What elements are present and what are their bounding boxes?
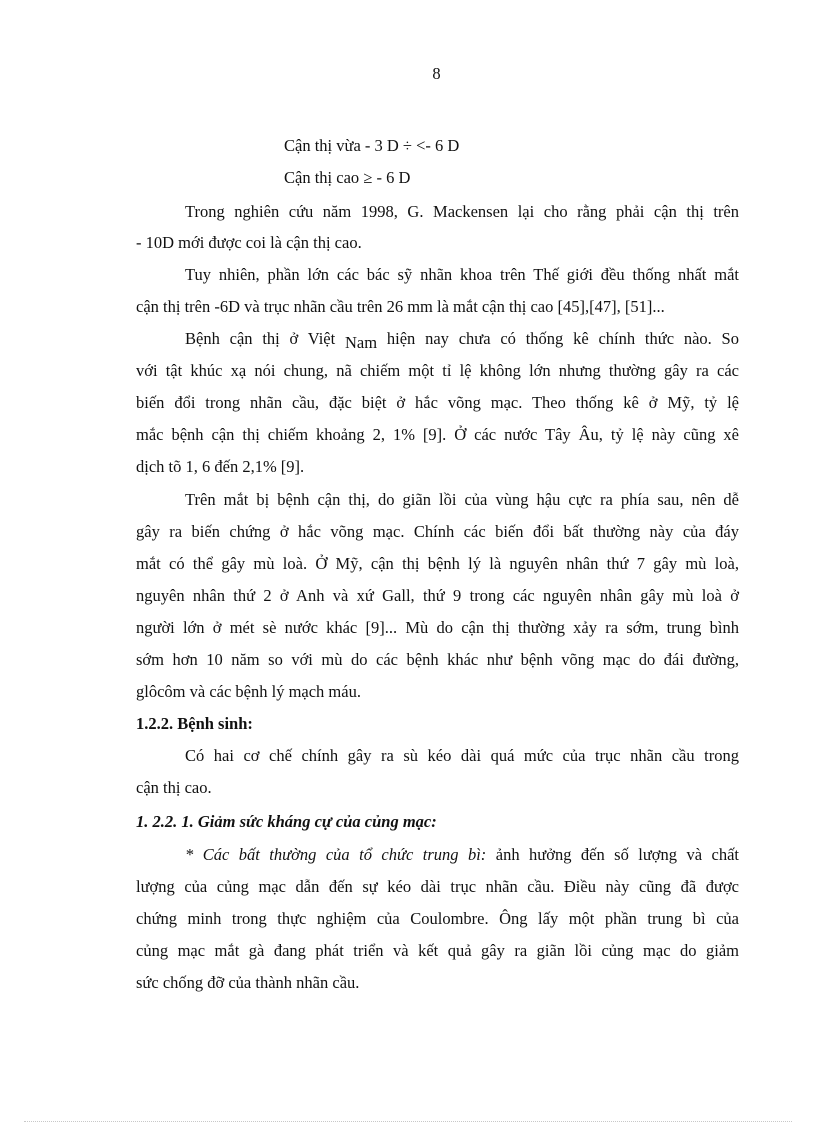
paragraph-line: người lớn ở mét sè nước khác [9]... Mù do cận thị thường xảy ra sớm, trung bình <box>136 618 739 637</box>
paragraph-line: Bệnh cận thị ở Việt Nam hiện nay chưa có thống kê chính thức nào. So <box>185 329 739 352</box>
paragraph-line: mắt có thể gây mù loà. Ở Mỹ, cận thị bệnh lý là nguyên nhân thứ 7 gây mù loà, <box>136 554 739 573</box>
footer-divider <box>24 1121 792 1122</box>
classification-medium: Cận thị vừa - 3 D ÷ <- 6 D <box>284 136 460 155</box>
paragraph-line: chứng minh trong thực nghiệm của Coulombre. Ông lấy một phần trung bì của <box>136 909 739 928</box>
paragraph-line: củng mạc mắt gà đang phát triển và kết quả gây ra giãn lồi củng mạc do giảm <box>136 941 739 960</box>
paragraph-line: nguyên nhân thứ 2 ở Anh và xứ Gall, thứ 9 trong các nguyên nhân gây mù loà ở <box>136 586 739 605</box>
paragraph-line: Trong nghiên cứu năm 1998, G. Mackensen lại cho rằng phải cận thị trên <box>185 202 739 221</box>
paragraph-line: với tật khúc xạ nói chung, nã chiếm một tỉ lệ không lớn nhưng thường gây ra các <box>136 361 739 380</box>
paragraph-line: Tuy nhiên, phần lớn các bác sỹ nhãn khoa trên Thế giới đều thống nhất mắt <box>185 265 739 284</box>
paragraph-line: gây ra biến chứng ở hắc võng mạc. Chính các biến đổi bất thường này của đáy <box>136 522 739 541</box>
paragraph-line: sức chống đỡ của thành nhãn cầu. <box>136 973 360 992</box>
paragraph-line: biến đổi trong nhãn cầu, đặc biệt ở hắc võng mạc. Theo thống kê ở Mỹ, tỷ lệ <box>136 393 739 412</box>
section-heading: 1.2.2. Bệnh sinh: <box>136 714 253 733</box>
classification-high: Cận thị cao ≥ - 6 D <box>284 168 411 187</box>
paragraph-line: sớm hơn 10 năm so với mù do các bệnh khác như bệnh võng mạc do đái đường, <box>136 650 739 669</box>
paragraph-line: Có hai cơ chế chính gây ra sù kéo dài quá mức của trục nhãn cầu trong <box>185 746 739 765</box>
paragraph-line: lượng của củng mạc dẫn đến sự kéo dài trục nhãn cầu. Điều này cũng đã được <box>136 877 739 896</box>
paragraph-line: cận thị trên -6D và trục nhãn cầu trên 26 mm là mắt cận thị cao [45],[47], [51]... <box>136 297 665 316</box>
subscript-text: Nam <box>344 333 378 352</box>
paragraph-line: glôcôm và các bệnh lý mạch máu. <box>136 682 361 701</box>
subsection-heading: 1. 2.2. 1. Giảm sức kháng cự của củng mạc: <box>136 812 437 831</box>
page-number: 8 <box>432 64 441 83</box>
paragraph-line: cận thị cao. <box>136 778 212 797</box>
italic-lead: * Các bất thường của tổ chức trung bì: <box>185 845 487 864</box>
paragraph-line: Trên mắt bị bệnh cận thị, do giãn lồi của vùng hậu cực ra phía sau, nên dễ <box>185 490 739 509</box>
paragraph-line: * Các bất thường của tổ chức trung bì: ảnh hưởng đến số lượng và chất <box>185 845 739 864</box>
paragraph-line: mắc bệnh cận thị chiếm khoảng 2, 1% [9]. Ở các nước Tây Âu, tỷ lệ này cũng xê <box>136 425 739 444</box>
paragraph-line: - 10D mới được coi là cận thị cao. <box>136 233 362 252</box>
paragraph-line: dịch tõ 1, 6 đến 2,1% [9]. <box>136 457 305 476</box>
